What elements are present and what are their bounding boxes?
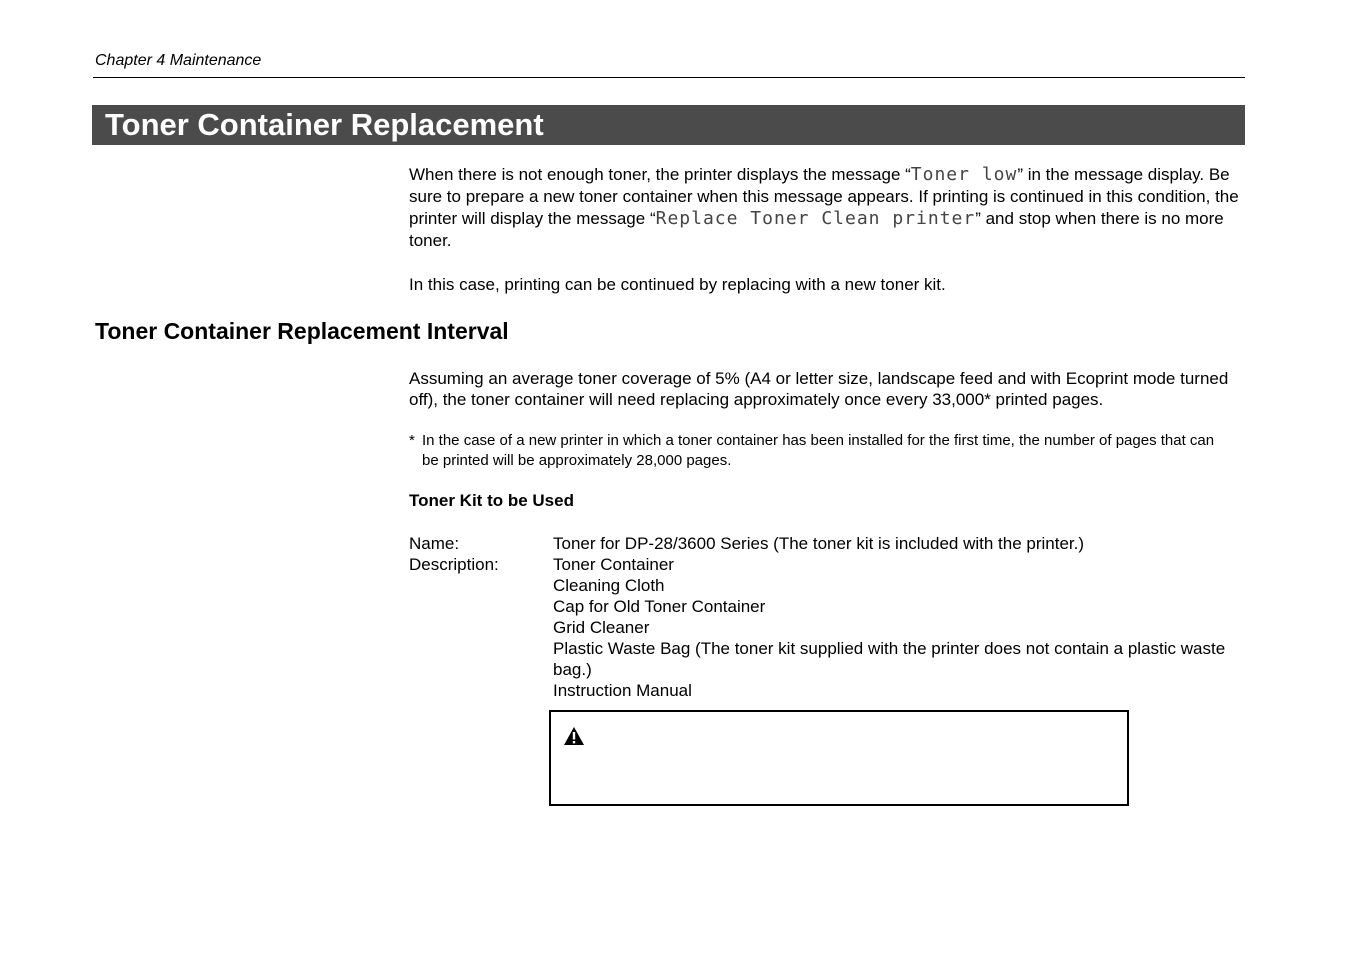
kit-description-items xyxy=(553,554,1239,701)
page-title: Toner Container Replacement xyxy=(105,107,544,142)
kit-name-label: Name: xyxy=(409,534,460,553)
warning-triangle-icon xyxy=(563,726,585,751)
kit-heading: Toner Kit to be Used xyxy=(409,491,574,510)
chapter-header: Chapter 4 Maintenance xyxy=(95,52,262,69)
intro-text-2: ” in the message display. Be sure to prepare a new toner container when this message appears. If printing is continued in this condition, the printer will display the message “ xyxy=(409,165,1239,228)
kit-item: Instruction Manual xyxy=(553,681,692,700)
intro-text-1: When there is not enough toner, the printer displays the message “ xyxy=(409,165,911,184)
intro-paragraph xyxy=(409,164,1249,252)
kit-name-value: Toner for DP-28/3600 Series (The toner kit is included with the printer.) xyxy=(553,534,1085,553)
kit-list xyxy=(409,533,1239,701)
footnote xyxy=(409,431,1229,471)
footnote-mark: * xyxy=(409,432,415,449)
replace-toner-message: Replace Toner Clean printer xyxy=(655,208,976,229)
kit-item: Grid Cleaner xyxy=(553,618,650,637)
interval-heading: Toner Container Replacement Interval xyxy=(95,318,509,344)
interval-paragraph: Assuming an average toner coverage of 5% (A4 or letter size, landscape feed and with Ecoprint mode turned off), the toner container will need replacing approximately once every 33,000* printed pages. xyxy=(409,369,1229,409)
kit-item: Cap for Old Toner Container xyxy=(553,597,766,616)
kit-description-label: Description: xyxy=(409,555,499,574)
toner-low-message: Toner low xyxy=(910,164,1018,185)
kit-name-row xyxy=(409,533,1239,554)
kit-description-row xyxy=(409,554,1239,701)
caution-box xyxy=(549,710,1129,806)
intro-text-3: ” and stop when there is no more toner. xyxy=(409,209,1224,250)
title-bar xyxy=(92,105,1245,145)
kit-item: Plastic Waste Bag (The toner kit supplied with the printer does not contain a plastic waste bag.) xyxy=(553,639,1226,679)
kit-item: Cleaning Cloth xyxy=(553,576,665,595)
footnote-text: In the case of a new printer in which a toner container has been installed for the first time, the number of pages that can be printed will be approximately 28,000 pages. xyxy=(422,432,1215,469)
kit-item: Toner Container xyxy=(553,555,674,574)
header-rule xyxy=(93,77,1245,78)
intro-paragraph-2: In this case, printing can be continued by replacing with a new toner kit. xyxy=(409,275,946,294)
